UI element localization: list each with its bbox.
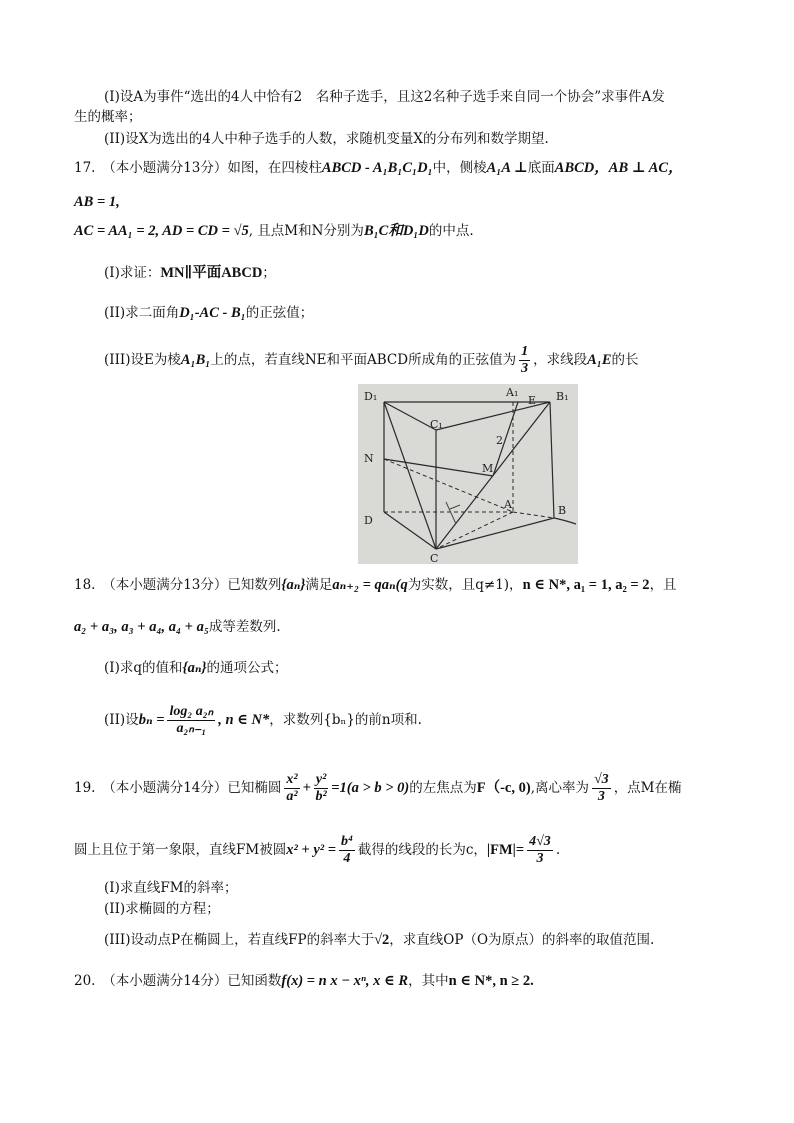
q18-part1-post: 的通项公式；	[206, 660, 288, 676]
q19-part3-math: √2	[374, 932, 390, 948]
q17-part3-pre: (III)设E为棱	[104, 352, 181, 368]
q20-head: 20. （本小题满分14分）已知函数	[74, 973, 282, 989]
prism-figure	[358, 384, 578, 564]
prism-vertex-label: M	[482, 462, 494, 475]
prism-diagram	[358, 384, 578, 564]
q17-mid2: 底面	[527, 160, 555, 176]
q19-y-frac	[314, 772, 328, 805]
q19-fm: |FM|=	[486, 842, 525, 858]
q18-mid: 满足	[305, 577, 333, 593]
q16-part1-line2: 生的概率；	[74, 109, 142, 125]
q17-frac-num: 1	[521, 344, 529, 359]
q19-e-den: 3	[597, 789, 605, 804]
q19-e-num: √3	[594, 772, 609, 787]
q19-head: 19. （本小题满分14分）已知椭圆	[74, 780, 282, 796]
q18-part2-b: bₙ =	[138, 712, 165, 728]
prism-vertex-label: B₁	[556, 390, 569, 403]
q19-circle: x² + y² =	[286, 842, 336, 858]
q18-line2-math: a₂ + a₃, a₃ + a₄, a₄ + a₅	[74, 619, 209, 635]
q19-mid2: ,离心率为	[530, 780, 589, 796]
q19-head-line: 19. （本小题满分14分）已知椭圆 $\frac{\text{x²}}{\text{a²}}$ + $\frac{\text{y²}}{\text{b²}}$ =1(a > b > 0)的左焦点为F（-c, 0),离心率为 $\frac{√3}{3}$ ，点M在椭	[74, 772, 682, 804]
q19-line2	[74, 834, 724, 867]
q18-part2-cond: , n ∈ N*	[218, 712, 270, 728]
q16-part2: (II)设X为选出的4人中种子选手的人数，求随机变量X的分布列和数学期望.	[104, 131, 549, 147]
q19-fm-frac	[527, 834, 553, 867]
q18-mid2: 为实数，且q≠1)，	[407, 577, 523, 593]
q18-head: 18. （本小题满分13分）已知数列	[74, 577, 282, 593]
q19-part3	[104, 929, 724, 951]
q17-part3-post2: 的长	[611, 352, 639, 368]
q19-x-frac	[284, 772, 299, 805]
q17-edge: A₁A ⊥	[486, 160, 528, 176]
q17-part1	[104, 262, 724, 284]
q17-mn-text2: 的中点.	[428, 223, 474, 239]
q19-e-frac	[592, 772, 611, 805]
q17-part3-edge: A₁B₁	[180, 352, 211, 368]
q19-c-frac	[339, 834, 355, 867]
prism-vertex-label: 2	[496, 434, 503, 447]
q19-line2-pre: 圆上且位于第一象限，直线FM被圆	[74, 842, 287, 858]
prism-vertex-label: C₁	[430, 418, 443, 431]
q17-part2-pre: (II)求二面角	[104, 305, 180, 321]
q17-head-line	[74, 157, 724, 179]
q17-part2	[104, 302, 724, 324]
q19-fm-den: 3	[536, 851, 544, 866]
prism-vertex-label: B	[558, 504, 567, 517]
q17-fraction	[519, 344, 530, 377]
q19-tail: ，点M在椭	[613, 780, 682, 796]
prism-vertex-label: E	[528, 394, 537, 407]
q19-x-den: a²	[286, 789, 298, 804]
q18-seq: {aₙ}	[281, 577, 306, 593]
q17-prism: ABCD - A₁B₁C₁D₁	[321, 160, 433, 176]
q17-mn-pts: B₁C和D₁D	[363, 223, 429, 239]
q17-part1-pre: (I)求证：	[104, 265, 161, 281]
q17-part2-math: D₁-AC - B₁	[179, 305, 246, 321]
q17-mn-text1: , 且点M和N分别为	[248, 223, 364, 239]
prism-vertex-label: A₁	[506, 386, 519, 399]
q18-part1-pre: (I)求q的值和	[104, 660, 183, 676]
q19-line2-mid: 截得的线段的长为c，	[357, 842, 487, 858]
prism-vertex-label: N	[364, 452, 374, 465]
q20-cond: n ∈ N*, n ≥ 2.	[448, 973, 534, 989]
q20-mid: ，其中	[408, 973, 449, 989]
q20-line	[74, 970, 724, 992]
q18-line2	[74, 616, 724, 638]
q17-ab: AB = 1,	[74, 194, 120, 210]
prism-vertex-label: C	[430, 552, 439, 564]
prism-labels	[364, 386, 569, 564]
q19-fm-num: 4√3	[529, 834, 551, 849]
q17-part3-seg: A₁E	[587, 352, 612, 368]
q18-part2	[104, 704, 724, 737]
q18-tail: ，且	[649, 577, 677, 593]
q19-focus: F（-c, 0)	[476, 780, 531, 796]
q19-c-den: 4	[343, 851, 351, 866]
q19-part1: (I)求直线FM的斜率；	[104, 880, 238, 896]
q18-head-line	[74, 574, 724, 596]
q19-c-num: b⁴	[340, 834, 353, 849]
q17-head: 17. （本小题满分13分）如图，在四棱柱	[74, 160, 322, 176]
q17-lengths: AC = AA₁ = 2, AD = CD = √5	[74, 223, 249, 239]
q18-cond: n ∈ N*, a₁ = 1, a₂ = 2	[522, 577, 650, 593]
q18-line2-text: 成等差数列.	[208, 619, 281, 635]
q17-part3-mid: 上的点，若直线NE和平面ABCD所成角的正弦值为	[210, 352, 517, 368]
q19-y-den: b²	[315, 789, 327, 804]
q18-frac-num: log₂ a₂ₙ	[169, 704, 214, 719]
q17-part2-post: 的正弦值；	[245, 305, 314, 321]
prism-vertex-label: D₁	[364, 390, 378, 403]
q18-part2-post: ，求数列{bₙ}的前n项和.	[269, 712, 422, 728]
q16-part1-line1: (I)设A为事件“选出的4人中恰有2 名种子选手，且这2名种子选手来自同一个协会”求事件A发	[104, 89, 665, 105]
q18-part1-seq: {aₙ}	[182, 660, 207, 676]
q19-eq-tail: =1(a > b > 0)	[331, 780, 410, 796]
prism-vertex-label: A	[504, 498, 512, 511]
q17-base: ABCD，AB ⊥ AC，	[554, 160, 683, 176]
prism-vertex-label: D	[364, 514, 373, 527]
q17-mid1: 中，侧棱	[432, 160, 487, 176]
q17-part1-math: MN∥平面ABCD	[160, 265, 263, 281]
q17-part1-post: ；	[262, 265, 276, 281]
q18-part1	[104, 657, 724, 679]
q19-mid: 的左焦点为	[409, 780, 477, 796]
q19-x-num: x²	[286, 772, 298, 787]
q19-part3-post: ，求直线OP（O为原点）的斜率的取值范围.	[389, 932, 655, 948]
q19-part2: (II)求椭圆的方程；	[104, 901, 220, 917]
q20-func: f(x) = n x − xⁿ, x ∈ R	[281, 973, 409, 989]
q17-frac-den: 3	[521, 361, 529, 376]
q17-ab-line	[74, 191, 724, 213]
q17-part3-post1: ，求线段	[533, 352, 588, 368]
q17-part3	[104, 344, 724, 377]
q19-y-num: y²	[315, 772, 327, 787]
q17-lengths-line	[74, 220, 724, 242]
q18-part2-pre: (II)设	[104, 712, 139, 728]
q18-fraction	[167, 704, 215, 737]
q18-rel: aₙ₊₂ = qaₙ(q	[332, 577, 408, 593]
q19-part3-pre: (III)设动点P在椭圆上，若直线FP的斜率大于	[104, 932, 375, 948]
q18-frac-den: a₂ₙ₋₁	[176, 721, 207, 736]
q19-line2-post: .	[555, 842, 561, 858]
